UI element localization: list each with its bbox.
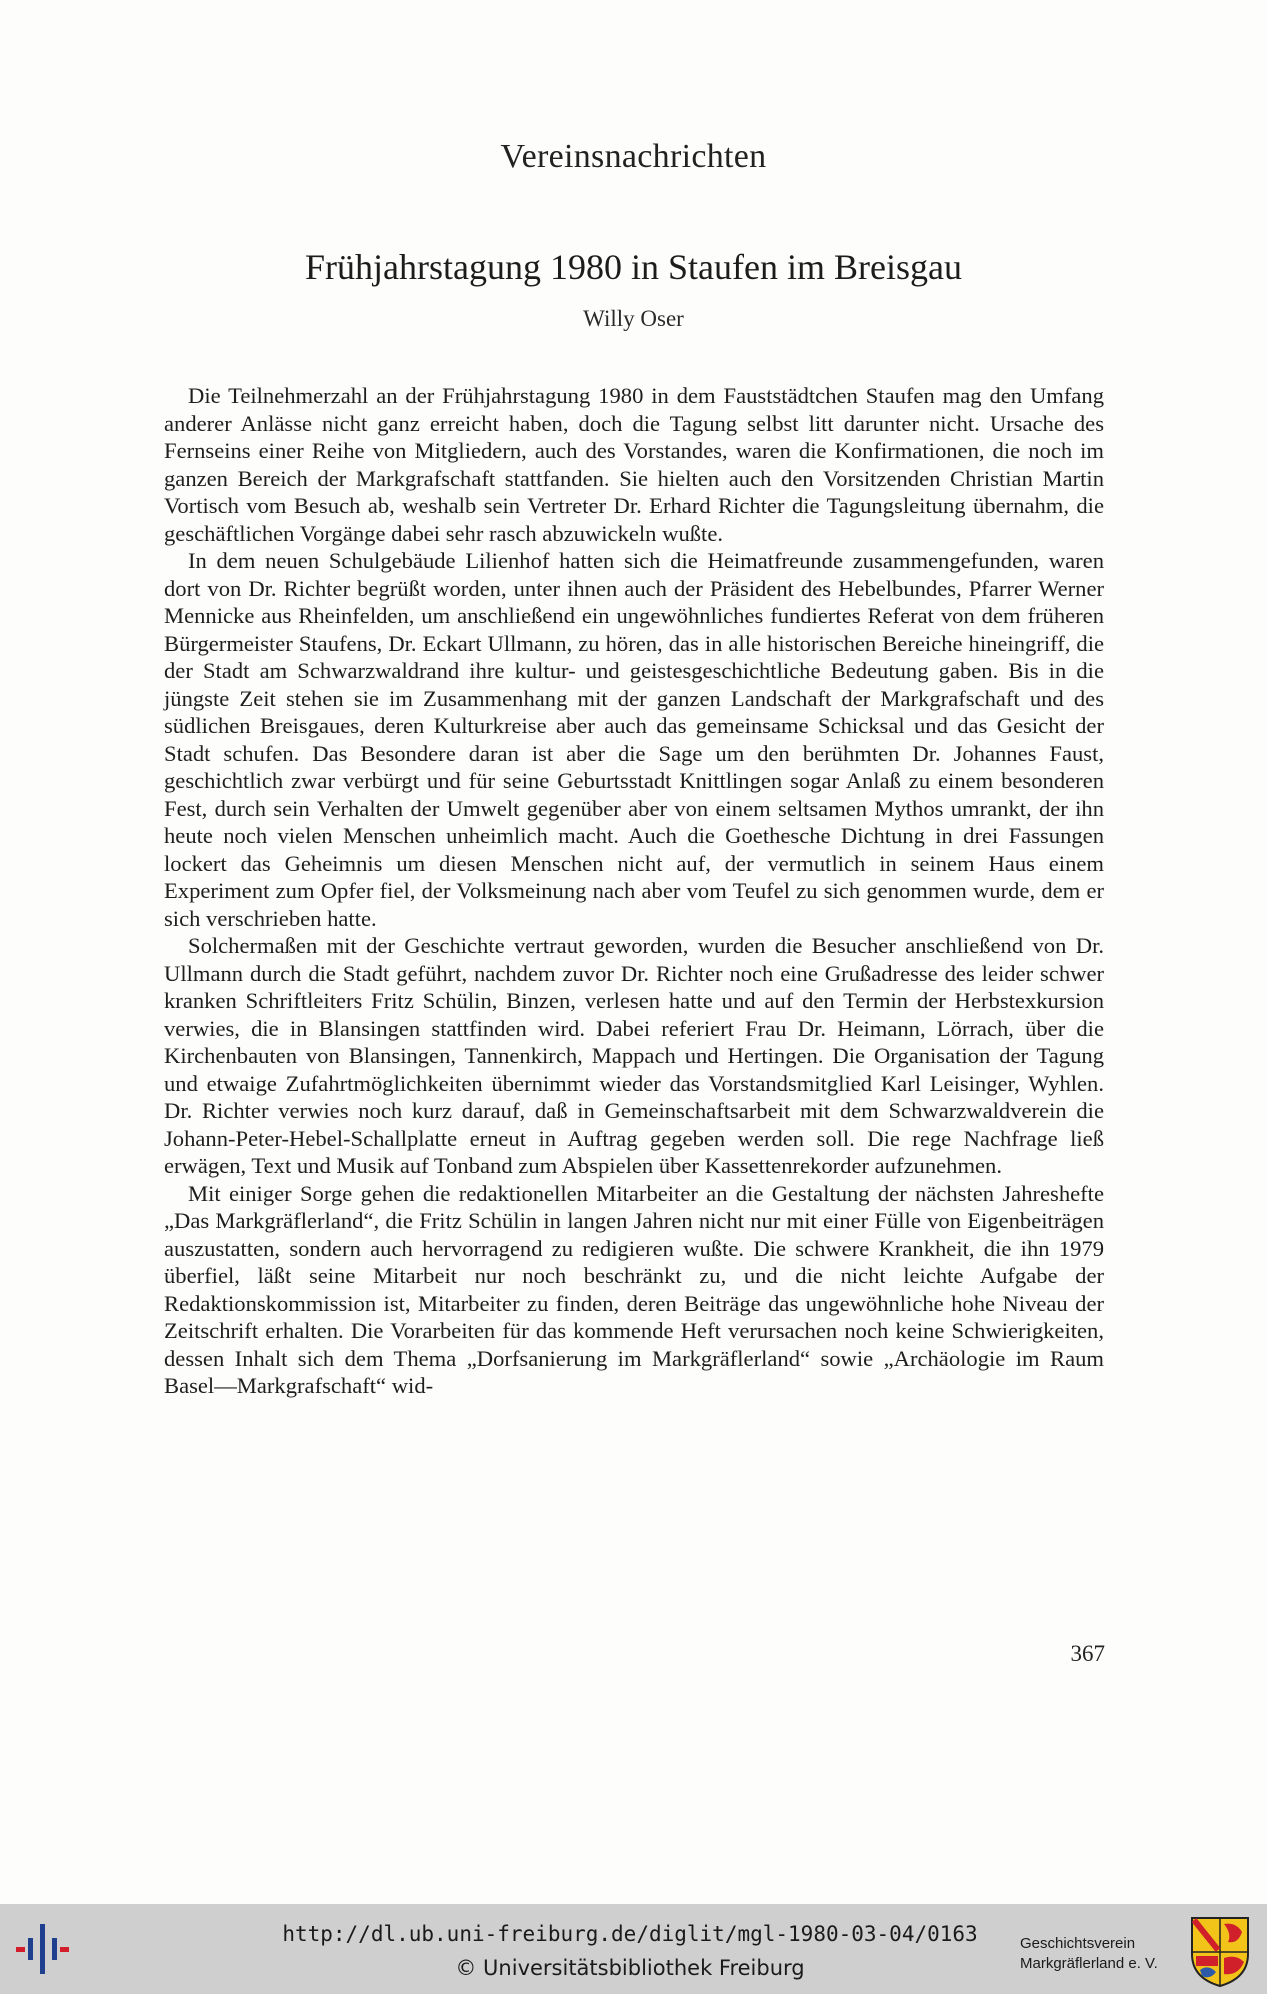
footer-bar [0, 1904, 1267, 1994]
society-name [1020, 1934, 1190, 1974]
body-paragraph-4: Mit einiger Sorge gehen die redaktionellen Mitarbeiter an die Gestaltung der nächsten Jahreshefte „Das Markgräflerland“, die Fritz Schülin in langen Jahren nicht nur mit einer Fülle von Eigenbeiträgen auszustatten, sondern auch hervorragend zu redigieren wußte. Die schwere Krankheit, die ihn 1979 überfiel, läßt seine Mitarbeit nur noch beschränkt zu, und die nicht leichte Aufgabe der Redaktionskommission ist, Mitarbeiter zu finden, deren Beiträge das ungewöhnliche hohe Niveau der Zeitschrift erhalten. Die Vorarbeiten für das kommende Heft verursachen noch keine Schwierigkeiten, dessen Inhalt sich dem Thema „Dorfsanierung im Markgräflerland“ sowie „Archäologie im Raum Basel—Markgrafschaft“ wid- [164, 1180, 1104, 1398]
article-author: Willy Oser [583, 306, 684, 331]
permalink-url[interactable]: http://dl.ub.uni-freiburg.de/diglit/mgl-1980-03-04/0163 [282, 1922, 978, 1946]
body-paragraph-2: In dem neuen Schulgebäude Lilienhof hatten sich die Heimatfreunde zusammengefunden, waren dort von Dr. Richter begrüßt worden, unter ihnen auch der Präsident des Hebelbundes, Pfarrer Werner Mennicke aus Rheinfelden, um anschließend ein ungewöhnliches fundiertes Referat von dem früheren Bürgermeister Staufens, Dr. Eckart Ullmann, zu hören, das in alle historischen Bereiche hineingriff, die der Stadt am Schwarzwaldrand ihre kultur- und geistesgeschichtliche Bedeutung gaben. Bis in die jüngste Zeit stehen sie im Zusammenhang mit der ganzen Landschaft der Markgrafschaft und des südlichen Breisgaues, deren Kulturkreise aber auch das gemeinsame Schicksal und das Gesicht der Stadt schufen. Das Besondere daran ist aber die Sage um den berühmten Dr. Johannes Faust, geschichtlich zwar verbürgt und für seine Geburtsstadt Knittlingen sogar Anlaß zu einem besonderen Fest, durch sein Verhalten der Umwelt gegenüber aber von einem seltsamen Mythos umrankt, der ihn heute noch vielen Menschen unheimlich macht. Auch die Goethesche Dichtung in drei Fassungen lockert das Geheimnis um diesen Menschen nicht auf, der vermutlich in seinem Haus einem Experiment zum Opfer fiel, der Volksmeinung nach aber vom Teufel zu sich genommen wurde, dem er sich verschrieben hatte. [164, 548, 1104, 931]
article-title: Frühjahrstagung 1980 in Staufen im Breisgau [305, 247, 962, 287]
body-paragraph-1: Die Teilnehmerzahl an der Frühjahrstagung 1980 in dem Fauststädtchen Staufen mag den Umfang anderer Anlässe nicht ganz erreicht haben, doch die Tagung selbst litt darunter nicht. Ursache des Fernseins einer Reihe von Mitgliedern, auch des Vorstandes, waren die Konfirmationen, die noch im ganzen Bereich der Markgrafschaft stattfanden. Sie hielten auch den Vorsitzenden Christian Martin Vortisch vom Besuch ab, weshalb sein Vertreter Dr. Erhard Richter die Tagungsleitung übernahm, die geschäftlichen Vorgänge dabei sehr rasch abzuwickeln wußte. [164, 383, 1104, 546]
body-paragraph-3: Solchermaßen mit der Geschichte vertraut geworden, wurden die Besucher anschließend von Dr. Ullmann durch die Stadt geführt, nachdem zuvor Dr. Richter noch eine Grußadresse des leider schwer kranken Schriftleiters Fritz Schülin, Binzen, verlesen hatte und auf den Termin der Herbstexkursion verwies, die in Blansingen stattfinden wird. Dabei referiert Frau Dr. Heimann, Lörrach, über die Kirchenbauten von Blansingen, Tannenkirch, Mappach und Hertingen. Die Organisation der Tagung und etwaige Zufahrtmöglichkeiten übernimmt wieder das Vorstandsmitglied Karl Leisinger, Wyhlen. Dr. Richter verwies noch kurz darauf, daß in Gemeinschaftsarbeit mit dem Schwarzwaldverein die Johann-Peter-Hebel-Schallplatte erneut in Auftrag gegeben werden soll. Die rege Nachfrage ließ erwägen, Text und Musik auf Tonband zum Abspielen über Kassettenrekorder aufzunehmen. [164, 933, 1104, 1178]
article-body [164, 382, 1104, 1400]
ub-freiburg-logo-icon[interactable] [14, 1918, 78, 1980]
copyright-notice: © Universitätsbibliothek Freiburg [455, 1956, 805, 1980]
page-number: 367 [1070, 1641, 1105, 1666]
coat-of-arms-icon [1188, 1914, 1252, 1988]
society-name-line-2: Markgräflerland e. V. [1020, 1955, 1158, 1972]
section-heading: Vereinsnachrichten [500, 138, 767, 175]
society-name-line-1: Geschichtsverein [1020, 1935, 1136, 1952]
